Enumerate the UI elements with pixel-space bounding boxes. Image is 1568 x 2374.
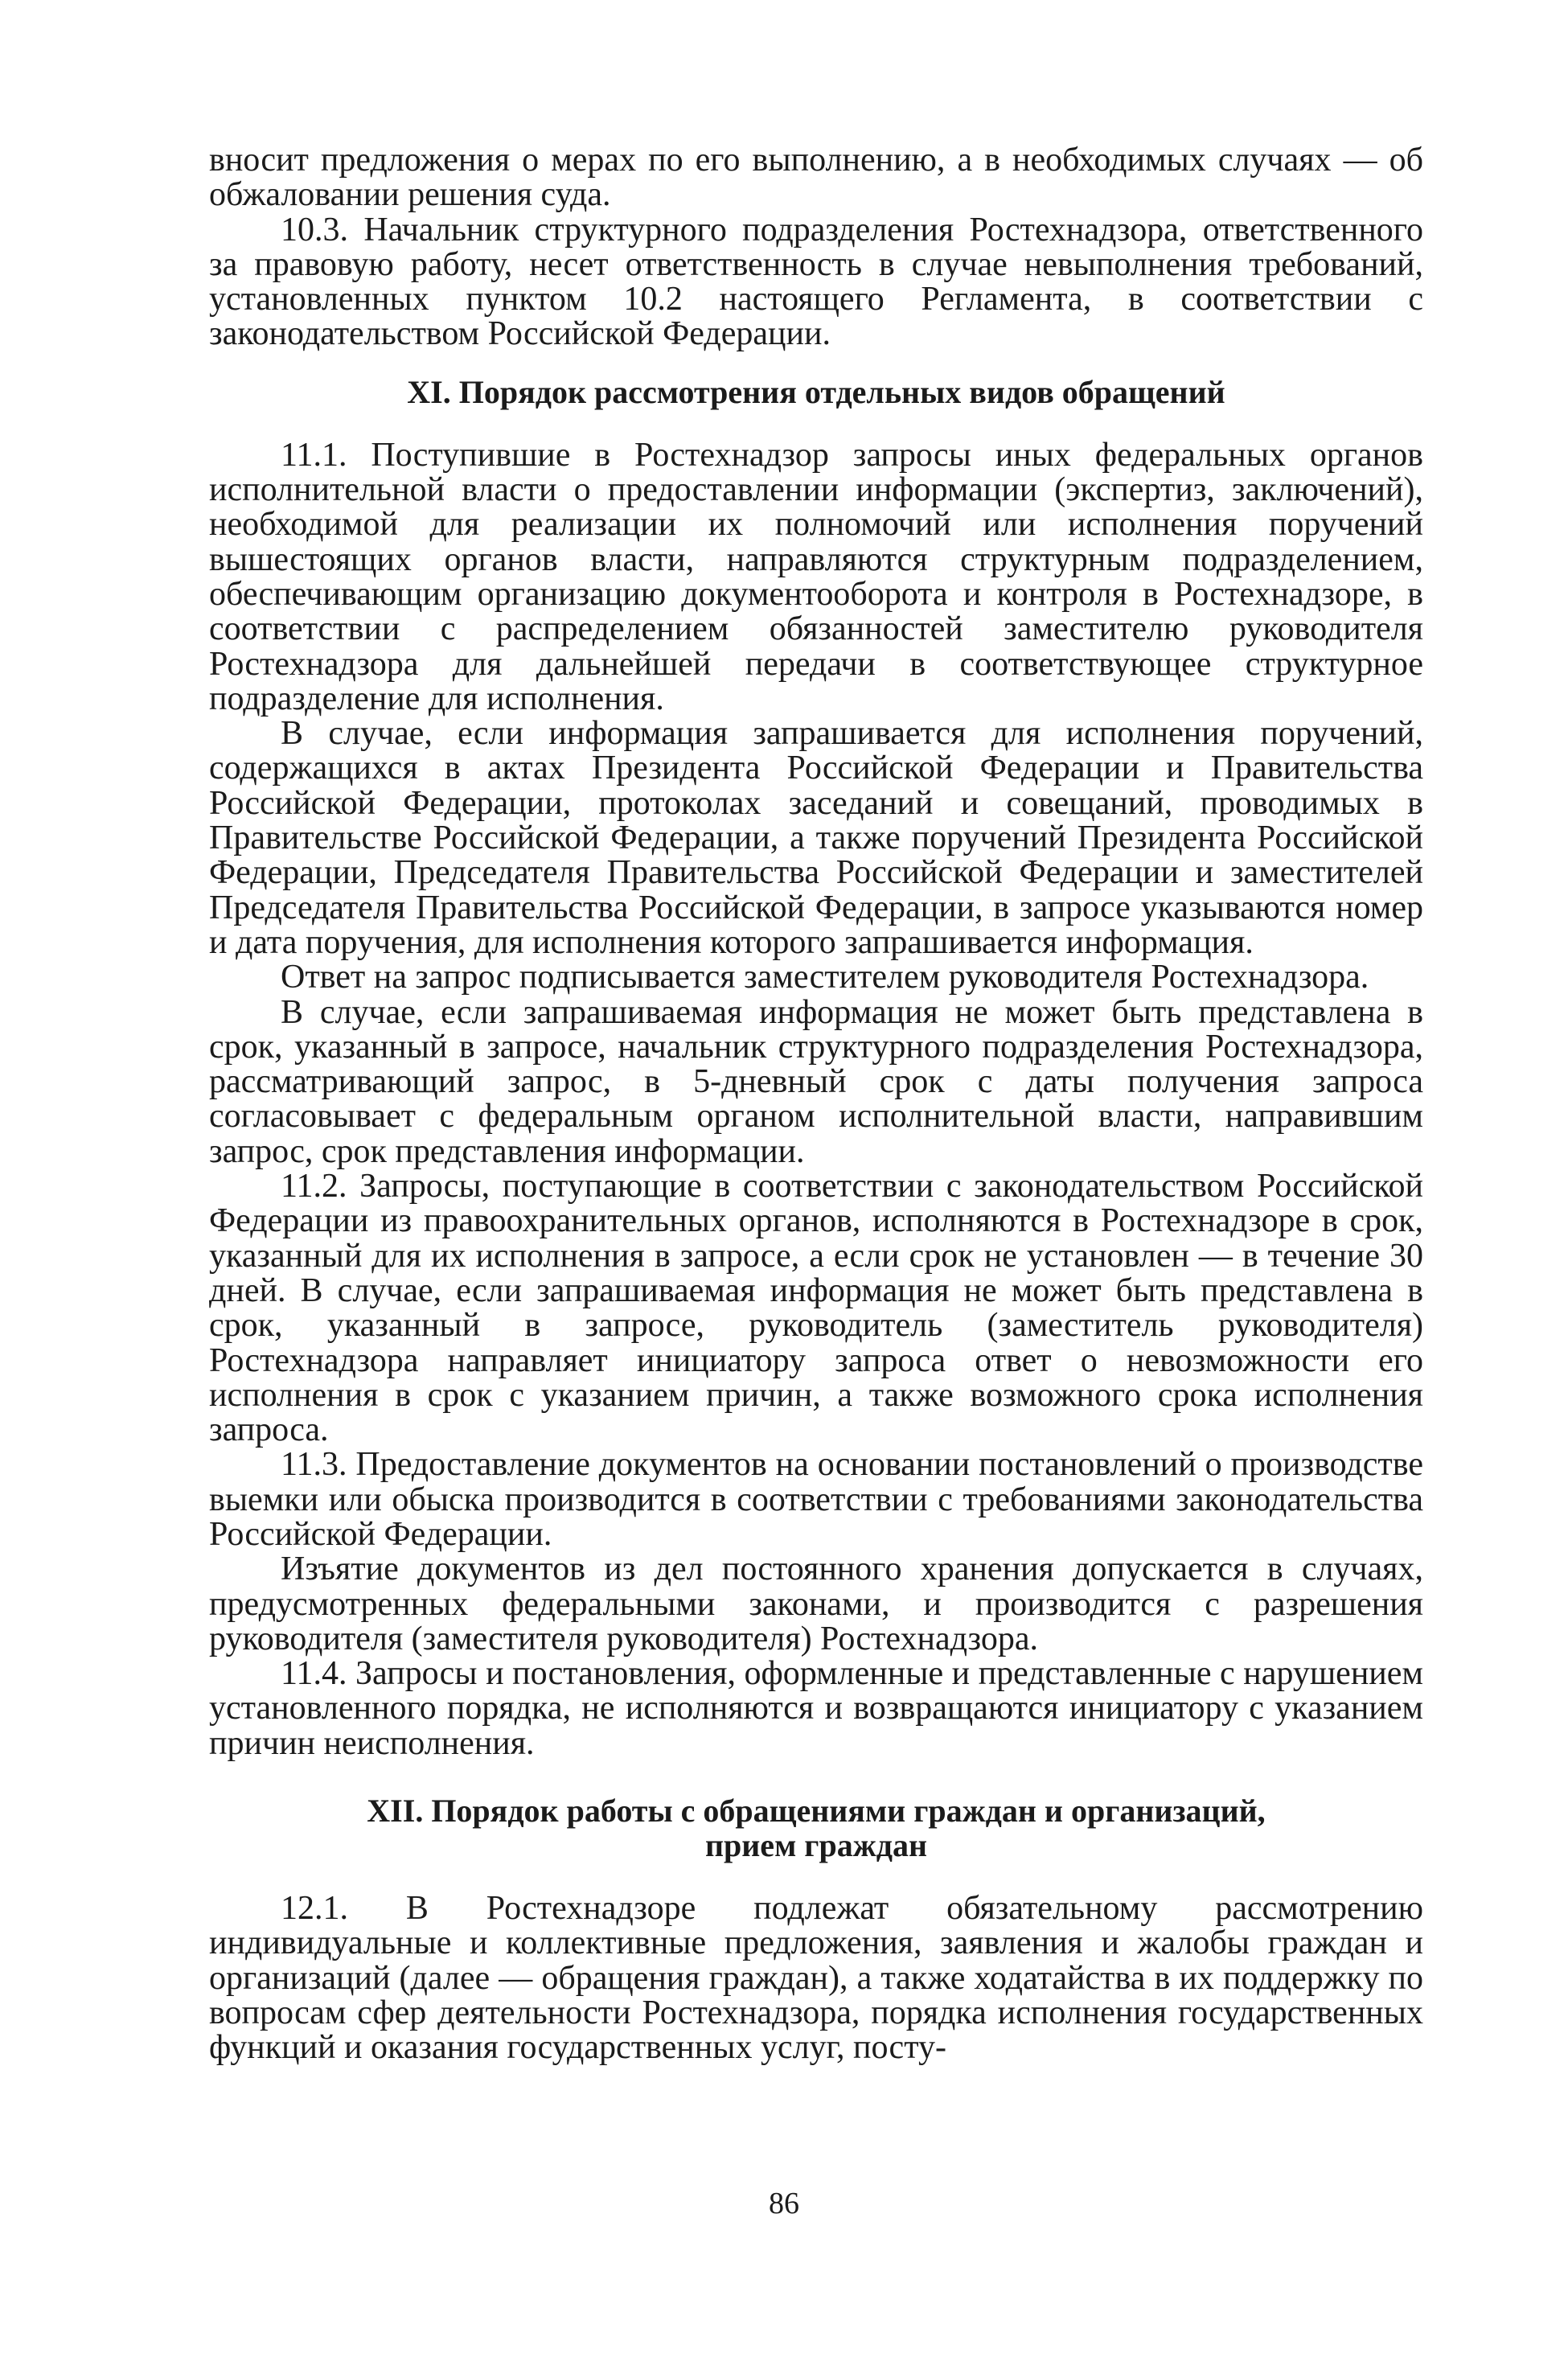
section-title-xi: XI. Порядок рассмотрения отдельных видов обращений [407,373,1225,410]
paragraph-continuation: вносит предложения о мерах по его выполнению, а в необходимых случаях — об обжаловании решения суда. [209,142,1423,214]
page-number: 86 [769,2187,799,2220]
paragraph-10-3: 10.3. Начальник структурного подразделения Ростехнадзора, ответственного за правовую работу, несет ответственность в случае невыполнения требований, установленных пунктом 10.2 настоящего Регламента, в соответствии с законодательством Российской Федерации. [209,211,1423,353]
section-title-xii-line1: XII. Порядок работы с обращениями граждан и организаций, [367,1793,1266,1830]
paragraph-11-4: 11.4. Запросы и постановления, оформленные и представленные с нарушением установленного порядка, не исполняются и возвращаются инициатору с указанием причин неисполнения. [209,1655,1423,1762]
paragraph-11-1-deadline: В случае, если запрашиваемая информация не может быть представлена в срок, указанный в запросе, начальник структурного подразделения Ростехнадзора, рассматривающий запрос, в 5-дневный срок с даты получения запроса согласовывает с федеральным органом исполнительной власти, направившим запрос, срок представления информации. [209,993,1423,1170]
paragraph-11-3: 11.3. Предоставление документов на основании постановлений о производстве выемки или обыска производится в соответствии с требованиями законодательства Российской Федерации. [209,1446,1423,1553]
paragraph-11-3-seizure: Изъятие документов из дел постоянного хранения допускается в случаях, предусмотренных федеральными законами, и производится с разрешения руководителя (заместителя руководителя) Ростехнадзора. [209,1550,1423,1657]
paragraph-11-1: 11.1. Поступившие в Ростехнадзор запросы иных федеральных органов исполнительной власти о предоставлении информации (экспертиз, заключений), необходимой для реализации их полномочий или исполнения поручений вышестоящих органов власти, направляются структурным подразделением, обеспечивающим организацию документооборота и контроля в Ростехнадзоре, в соответствии с распределением обязанностей заместителю руководителя Ростехнадзора для дальнейшей передачи в соответствующее структурное подразделение для исполнения. [209,436,1423,717]
section-title-xii [209,1793,1423,1863]
paragraph-12-1: 12.1. В Ростехнадзоре подлежат обязательному рассмотрению индивидуальные и коллективные предложения, заявления и жалобы граждан и организаций (далее — обращения граждан), а также ходатайства в их поддержку по вопросам сфер деятельности Ростехнадзора, порядка исполнения государственных функций и оказания государственных услуг, посту- [209,1890,1423,2067]
paragraph-11-1-instructions: В случае, если информация запрашивается для исполнения поручений, содержащихся в актах Президента Российской Федерации и Правительства Российской Федерации, протоколах заседаний и совещаний, проводимых в Правительстве Российской Федерации, а также поручений Президента Российской Федерации, Председателя Правительства Российской Федерации и заместителей Председателя Правительства Российской Федерации, в запросе указываются номер и дата поручения, для исполнения которого запрашивается информация. [209,715,1423,961]
section-title-xii-line2: прием граждан [704,1827,928,1864]
paragraph-11-1-signature: Ответ на запрос подписывается заместителем руководителя Ростехнадзора. [281,959,1369,996]
paragraph-11-2: 11.2. Запросы, поступающие в соответствии с законодательством Российской Федерации из правоохранительных органов, исполняются в Ростехнадзоре в срок, указанный для их исполнения в запросе, а если срок не установлен — в течение 30 дней. В случае, если запрашиваемая информация не может быть представлена в срок, указанный в запросе, руководитель (заместитель руководителя) Ростехнадзора направляет инициатору запроса ответ о невозможности его исполнения в срок с указанием причин, а также возможного срока исполнения запроса. [209,1168,1423,1449]
document-page [209,143,1423,2066]
